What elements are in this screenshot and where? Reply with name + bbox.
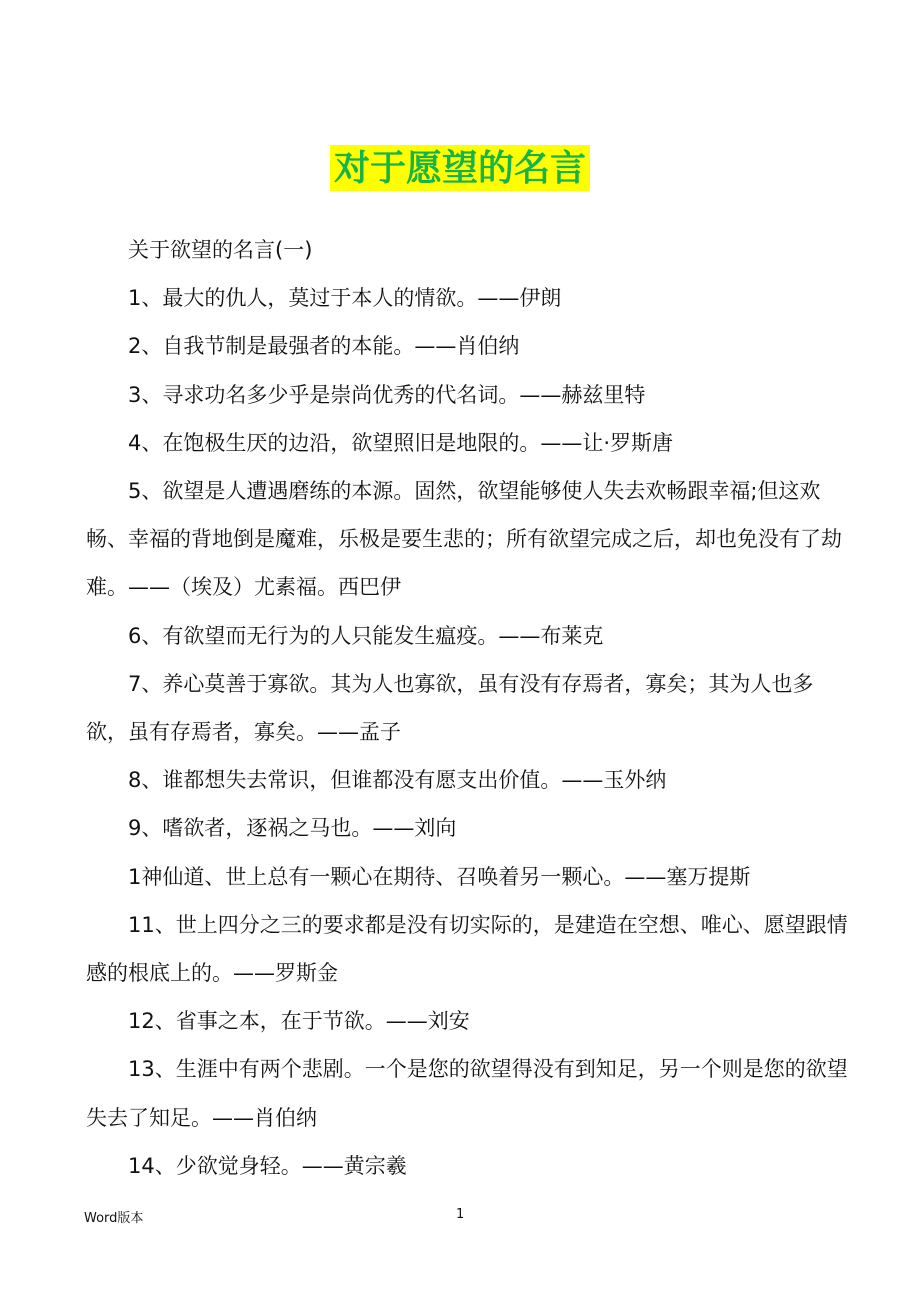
- body-text: [86, 226, 850, 1190]
- quote-item: 8、谁都想失去常识，但谁都没有愿支出价值。——玉外纳: [128, 768, 667, 793]
- quote-item: 12、省事之本，在于节欲。——刘安: [128, 1009, 470, 1034]
- quote-item: 11、世上四分之三的要求都是没有切实际的，是建造在空想、唯心、愿望跟情感的根底上的。——罗斯金: [86, 912, 848, 986]
- quote-item: 3、寻求功名多少乎是崇尚优秀的代名词。——赫兹里特: [128, 382, 646, 407]
- quote-item: 9、嗜欲者，逐祸之马也。——刘向: [128, 816, 457, 841]
- quote-item: 1神仙道、世上总有一颗心在期待、召唤着另一颗心。——塞万提斯: [128, 864, 751, 889]
- quote-item: 1、最大的仇人，莫过于本人的情欲。——伊朗: [128, 286, 562, 311]
- paragraph-heading: 关于欲望的名言(一): [128, 238, 313, 262]
- footer-version-label: Word版本: [84, 1211, 144, 1226]
- quote-item: 13、生涯中有两个悲剧。一个是您的欲望得没有到知足，另一个则是您的欲望失去了知足。——肖伯纳: [86, 1057, 848, 1130]
- quote-item: 14、少欲觉身轻。——黄宗羲: [128, 1153, 407, 1178]
- page-number: 1: [456, 1207, 465, 1222]
- title-container: [0, 145, 920, 191]
- page-title: 对于愿望的名言: [330, 145, 590, 191]
- quote-item: 4、在饱极生厌的边沿，欲望照旧是地限的。——让·罗斯唐: [128, 430, 674, 455]
- quote-item: 5、欲望是人遭遇磨练的本源。固然，欲望能够使人失去欢畅跟幸福;但这欢畅、幸福的背地倒是魔难，乐极是要生悲的；所有欲望完成之后，却也免没有了劫难。——（埃及）尤素福。西巴伊: [86, 479, 842, 600]
- quote-item: 7、养心莫善于寡欲。其为人也寡欲，虽有没有存焉者，寡矣；其为人也多欲，虽有存焉者，寡矣。——孟子: [86, 671, 814, 745]
- quote-item: 6、有欲望而无行为的人只能发生瘟疫。——布莱克: [128, 623, 604, 648]
- quote-item: 2、自我节制是最强者的本能。——肖伯纳: [128, 334, 520, 359]
